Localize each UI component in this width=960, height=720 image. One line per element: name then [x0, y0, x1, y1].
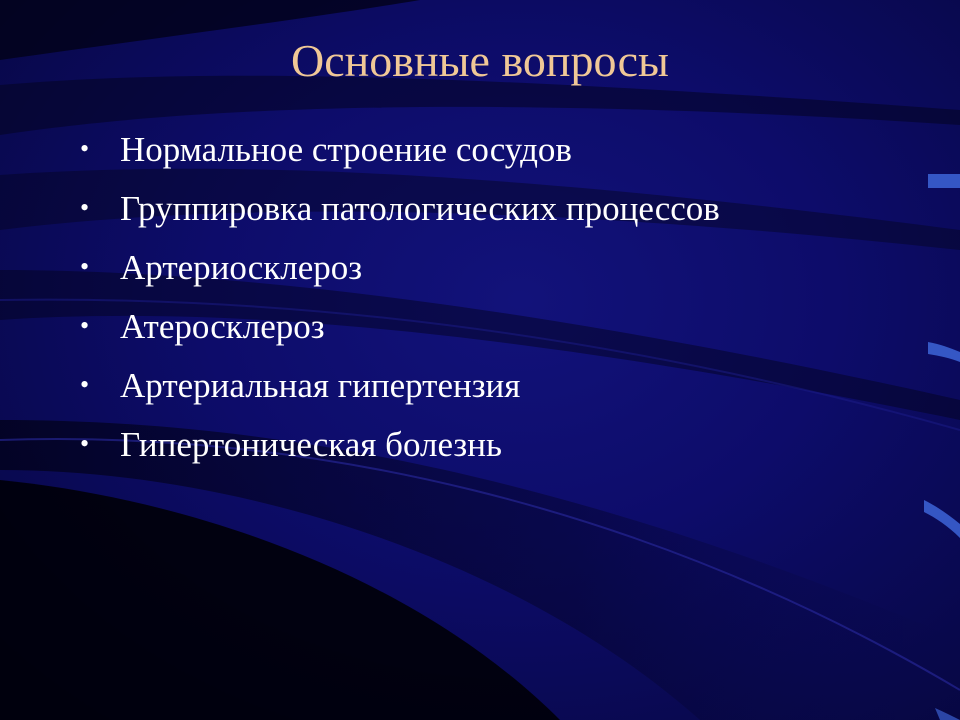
bullet-text: Артериальная гипертензия [120, 366, 521, 405]
bullet-marker: • [80, 429, 90, 458]
bullet-item [80, 307, 720, 366]
bullet-text: Атеросклероз [120, 307, 325, 346]
bullet-marker: • [80, 193, 90, 222]
bullet-marker: • [80, 311, 90, 340]
bullet-text: Артериосклероз [120, 248, 363, 287]
accent-stripe [928, 174, 960, 188]
bullet-item [80, 248, 720, 307]
bullet-marker: • [80, 252, 90, 281]
slide-title: Основные вопросы [291, 35, 669, 86]
bullet-text: Группировка патологических процессов [120, 189, 720, 228]
accent-stripe [924, 500, 960, 538]
bullet-item [80, 366, 720, 425]
bullet-item [80, 130, 720, 189]
bullet-item [80, 189, 720, 248]
bullet-list [80, 130, 720, 484]
accent-stripe [928, 342, 960, 362]
bullet-text: Гипертоническая болезнь [120, 425, 502, 464]
bullet-item [80, 425, 720, 484]
bullet-marker: • [80, 134, 90, 163]
bullet-text: Нормальное строение сосудов [120, 130, 572, 169]
bullet-marker: • [80, 370, 90, 399]
